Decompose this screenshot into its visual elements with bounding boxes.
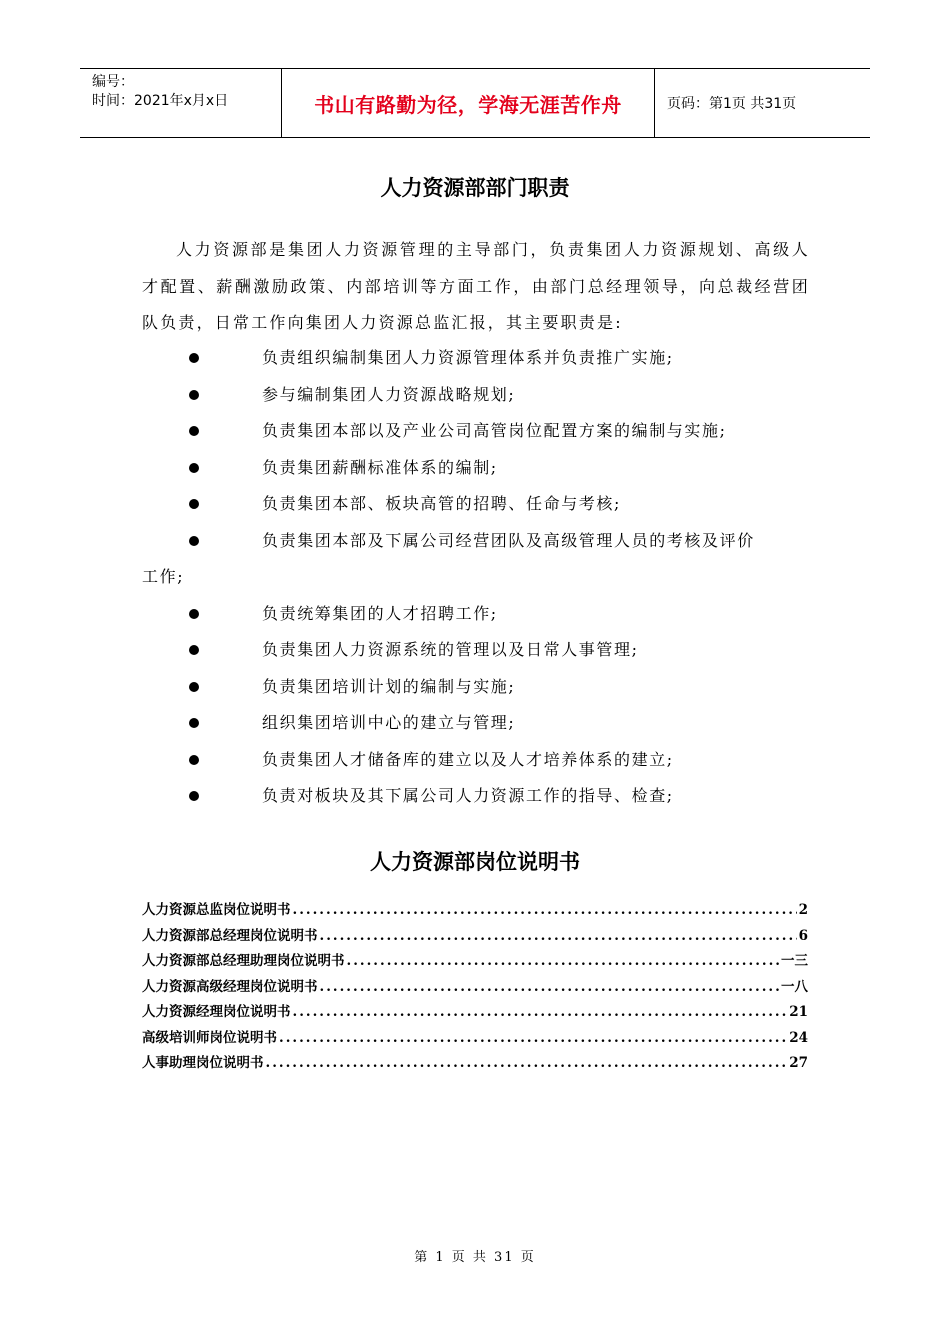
header-motto-cell xyxy=(282,69,655,137)
bullet-icon xyxy=(189,718,199,728)
list-item-text: 负责组织编制集团人力资源管理体系并负责推广实施; xyxy=(262,348,674,367)
list-item xyxy=(142,340,810,377)
document-number-label: 编号： xyxy=(92,74,134,90)
toc-entry-title[interactable]: 人力资源部总经理岗位说明书 xyxy=(142,927,318,944)
list-item-text: 负责集团培训计划的编制与实施; xyxy=(262,676,516,696)
list-item xyxy=(142,523,810,596)
toc-entry[interactable] xyxy=(142,949,808,975)
intro-paragraph: 人力资源部是集团人力资源管理的主导部门，负责集团人力资源规划、高级人才配置、薪酬激励政策、内部培训等方面工作，由部门总经理领导，向总裁经营团队负责，日常工作向集团人力资源总监汇报，其主要职责是: xyxy=(142,240,810,332)
list-item xyxy=(142,778,810,815)
bullet-icon xyxy=(189,682,199,692)
document-header xyxy=(80,68,870,138)
toc-entry[interactable] xyxy=(142,1051,808,1077)
toc-entry-page[interactable]: 一八 xyxy=(781,978,808,995)
toc-entry-title[interactable]: 人力资源高级经理岗位说明书 xyxy=(142,978,318,995)
toc-entry-page[interactable]: 2 xyxy=(798,902,808,918)
toc-entry[interactable] xyxy=(142,1000,808,1026)
list-item xyxy=(142,413,810,450)
list-item-text-wrapper xyxy=(142,523,810,596)
table-of-contents xyxy=(142,898,808,1077)
toc-leader xyxy=(266,1051,788,1077)
toc-entry-page[interactable]: 21 xyxy=(789,1004,808,1020)
toc-entry-title[interactable]: 人力资源部总经理助理岗位说明书 xyxy=(142,953,345,969)
toc-leader xyxy=(347,949,780,975)
bullet-icon xyxy=(189,609,199,619)
list-item xyxy=(142,486,810,523)
bullet-icon xyxy=(189,755,199,765)
toc-leader xyxy=(279,1026,787,1052)
list-item-text: 负责集团本部以及产业公司高管岗位配置方案的编制与实施; xyxy=(262,421,727,440)
toc-entry[interactable] xyxy=(142,924,808,950)
list-item-text: 组织集团培训中心的建立与管理; xyxy=(262,713,516,732)
bullet-icon xyxy=(189,791,199,801)
list-item xyxy=(142,669,810,706)
document-date: 时间：2021年x月x日 xyxy=(92,93,229,109)
bullet-icon xyxy=(189,390,199,400)
toc-entry-title[interactable]: 人事助理岗位说明书 xyxy=(142,1055,264,1071)
toc-entry-title[interactable]: 高级培训师岗位说明书 xyxy=(142,1029,277,1046)
toc-entry-page[interactable]: 一三 xyxy=(781,953,808,969)
list-item-text: 负责集团人力资源系统的管理以及日常人事管理; xyxy=(262,640,639,659)
bullet-icon xyxy=(189,463,199,473)
list-item-text: 参与编制集团人力资源战略规划; xyxy=(262,384,516,404)
toc-entry-title[interactable]: 人力资源总监岗位说明书 xyxy=(142,902,291,918)
toc-leader xyxy=(320,975,780,1001)
list-item xyxy=(142,632,810,669)
list-item-text: 负责集团人才储备库的建立以及人才培养体系的建立; xyxy=(262,749,674,769)
toc-leader xyxy=(293,1000,788,1026)
list-item xyxy=(142,742,810,779)
bullet-icon xyxy=(189,426,199,436)
header-page-info: 页码：第1页 共31页 xyxy=(667,96,797,112)
bullet-icon xyxy=(189,499,199,509)
section-title-job-descriptions: 人力资源部岗位说明书 xyxy=(370,849,580,874)
list-item xyxy=(142,596,810,633)
toc-entry-page[interactable]: 6 xyxy=(798,927,808,944)
toc-entry[interactable] xyxy=(142,898,808,924)
toc-entry[interactable] xyxy=(142,975,808,1001)
list-item-continuation: 工作; xyxy=(142,567,185,586)
bullet-icon xyxy=(189,353,199,363)
toc-entry-page[interactable]: 24 xyxy=(789,1029,808,1046)
list-item-text: 负责集团本部、板块高管的招聘、任命与考核; xyxy=(262,494,621,513)
list-item xyxy=(142,705,810,742)
list-item xyxy=(142,450,810,487)
bullet-icon xyxy=(189,536,199,546)
list-item-text: 负责对板块及其下属公司人力资源工作的指导、检查; xyxy=(262,786,674,805)
list-item xyxy=(142,377,810,414)
list-item-text: 负责集团本部及下属公司经营团队及高级管理人员的考核及评价 xyxy=(262,530,755,550)
list-item-text: 负责统筹集团的人才招聘工作; xyxy=(262,603,498,623)
toc-leader xyxy=(320,924,797,950)
toc-entry-title[interactable]: 人力资源经理岗位说明书 xyxy=(142,1004,291,1020)
toc-entry[interactable] xyxy=(142,1026,808,1052)
section-title-responsibilities: 人力资源部部门职责 xyxy=(380,175,570,200)
page-footer: 第 1 页 共 31 页 xyxy=(414,1250,536,1265)
header-meta-cell xyxy=(80,69,282,137)
responsibility-list xyxy=(142,340,810,815)
header-motto: 书山有路勤为径，学海无涯苦作舟 xyxy=(314,92,622,117)
toc-entry-page[interactable]: 27 xyxy=(789,1055,808,1071)
bullet-icon xyxy=(189,645,199,655)
toc-leader xyxy=(293,898,797,924)
list-item-text: 负责集团薪酬标准体系的编制; xyxy=(262,457,498,477)
